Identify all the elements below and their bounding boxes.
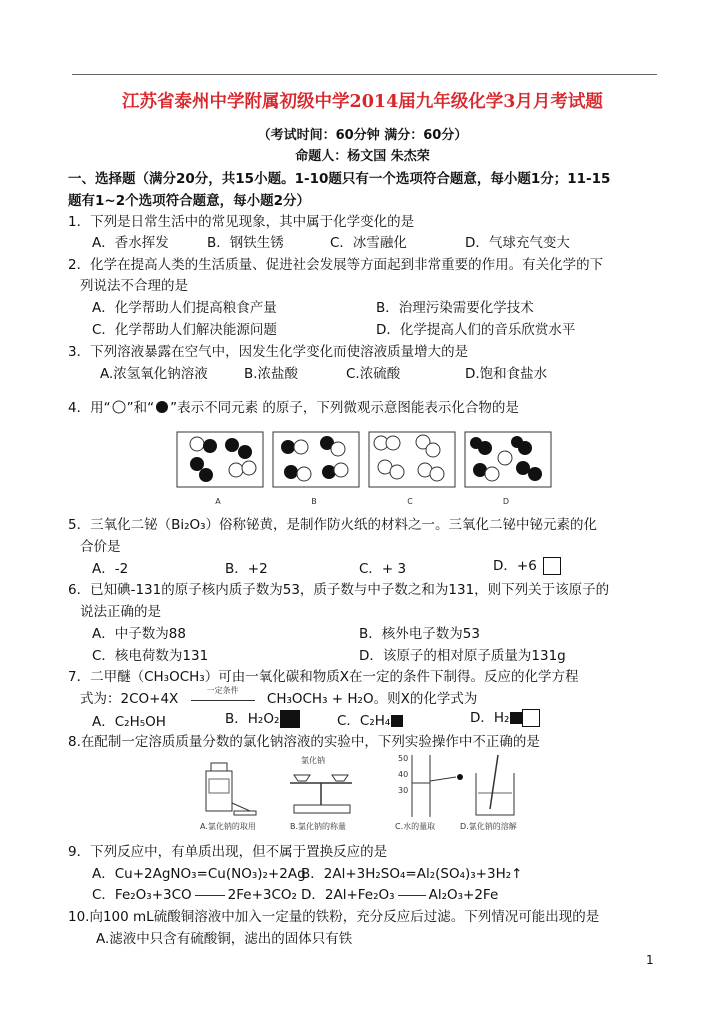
q9-option-d-right: Al₂O₃+2Fe bbox=[428, 887, 499, 903]
redaction-block bbox=[280, 710, 300, 728]
q3-option-d: D.饱和食盐水 bbox=[465, 366, 548, 382]
lab-diagram-c bbox=[395, 754, 463, 831]
lab-caption-b: B.氯化钠的称量 bbox=[290, 822, 347, 831]
q7-option-d-text: D．H₂ bbox=[470, 710, 510, 726]
q3-option-a: A.浓氢氧化钠溶液 bbox=[100, 366, 208, 382]
q7-option-c bbox=[337, 709, 403, 729]
page-title: 江苏省泰州中学附属初级中学2014届九年级化学3月月考试题 bbox=[122, 92, 603, 112]
q7-equation-right: CH₃OCH₃ + H₂O。则X的化学式为 bbox=[266, 691, 478, 707]
q2-option-d: D．化学提高人们的音乐欣赏水平 bbox=[376, 322, 576, 338]
q3-option-c: C.浓硫酸 bbox=[346, 366, 401, 382]
black-atom-icon bbox=[154, 400, 170, 414]
header-rule bbox=[72, 74, 657, 75]
q1-option-d: D．气球充气变大 bbox=[465, 235, 570, 251]
q9-option-c bbox=[92, 883, 297, 903]
q7-option-c-text: C．C₂H₄ bbox=[337, 713, 391, 729]
q5-stem-line1: 5．三氧化二铋（Bi₂O₃）俗称铋黄，是制作防火纸的材料之一。三氧化二铋中铋元素的化 bbox=[68, 517, 598, 533]
q2-stem-line2: 列说法不合理的是 bbox=[80, 278, 188, 294]
q9-stem: 9．下列反应中，有单质出现，但不属于置换反应的是 bbox=[68, 844, 388, 860]
q7-equation-left: 式为：2CO+4X bbox=[80, 691, 179, 707]
lab-operation-diagrams bbox=[198, 753, 538, 833]
q7-option-b bbox=[225, 707, 300, 728]
section-heading-line1: 一、选择题（满分20分，共15小题。1-10题只有一个选项符合题意，每小题1分；11-15 bbox=[68, 171, 611, 187]
exam-authors: 命题人：杨文国 朱杰荣 bbox=[295, 149, 430, 164]
q5-option-b: B．+2 bbox=[225, 561, 268, 577]
scale-50: 50 bbox=[398, 754, 409, 763]
molecule-label-a: A bbox=[215, 497, 221, 506]
q10-option-a: A.滤液中只含有硫酸铜，滤出的固体只有铁 bbox=[96, 931, 353, 947]
q3-option-b: B.浓盐酸 bbox=[244, 366, 299, 382]
lab-caption-d: D.氯化钠的溶解 bbox=[460, 822, 517, 831]
q7-equation bbox=[80, 687, 477, 707]
q2-stem-line1: 2．化学在提高人类的生活质量、促进社会发展等方面起到非常重要的作用。有关化学的下 bbox=[68, 257, 604, 273]
redaction-block bbox=[510, 712, 522, 724]
lab-diagram-b bbox=[290, 755, 352, 831]
q5-option-c: C．+ 3 bbox=[359, 561, 407, 577]
q6-option-b: B．核外电子数为53 bbox=[359, 626, 480, 642]
balance-label: 氯化钠 bbox=[301, 756, 325, 765]
q9-option-c-right: 2Fe+3CO₂ bbox=[227, 887, 297, 903]
molecule-option-a bbox=[177, 432, 263, 506]
scale-30: 30 bbox=[398, 786, 409, 795]
reaction-condition-arrow bbox=[187, 686, 259, 707]
reaction-arrow bbox=[398, 895, 426, 896]
q6-stem-line2: 说法正确的是 bbox=[80, 604, 161, 620]
q9-option-d-left: D．2Al+Fe₂O₃ bbox=[301, 887, 395, 903]
q9-option-a: A．Cu+2AgNO₃=Cu(NO₃)₂+2Ag bbox=[92, 866, 306, 882]
q4-stem-part2: ”和“ bbox=[126, 400, 155, 416]
q4-stem-part3: ”表示不同元素 的原子，下列微观示意图能表示化合物的是 bbox=[170, 400, 519, 416]
molecule-option-b bbox=[273, 432, 359, 506]
scale-40: 40 bbox=[398, 770, 409, 779]
page-number: 1 bbox=[646, 953, 654, 967]
molecule-diagrams bbox=[175, 430, 555, 510]
exam-info: （考试时间：60分钟 满分：60分） bbox=[257, 128, 468, 143]
q6-option-a: A．中子数为88 bbox=[92, 626, 186, 642]
q7-stem-line1: 7．二甲醚（CH₃OCH₃）可由一氧化碳和物质X在一定的条件下制得。反应的化学方程 bbox=[68, 669, 579, 685]
q5-stem-line2: 合价是 bbox=[80, 539, 121, 555]
q1-stem: 1．下列是日常生活中的常见现象，其中属于化学变化的是 bbox=[68, 214, 415, 230]
q7-option-a: A．C₂H₅OH bbox=[92, 714, 166, 730]
reaction-condition: 一定条件 bbox=[206, 686, 239, 695]
lab-diagram-a bbox=[200, 763, 256, 831]
redaction-block bbox=[391, 715, 403, 727]
q6-option-d: D．该原子的相对原子质量为131g bbox=[359, 648, 566, 664]
q2-option-a: A．化学帮助人们提高粮食产量 bbox=[92, 300, 277, 316]
section-heading-line2: 题有1~2个选项符合题意，每小题2分） bbox=[68, 193, 310, 209]
answer-box bbox=[543, 557, 561, 575]
q2-option-b: B．治理污染需要化学技术 bbox=[376, 300, 534, 316]
q1-option-b: B．钢铁生锈 bbox=[207, 235, 284, 251]
q7-option-b-text: B．H₂O₂ bbox=[225, 711, 280, 727]
q2-option-c: C．化学帮助人们解决能源问题 bbox=[92, 322, 277, 338]
q8-stem: 8.在配制一定溶质质量分数的氯化钠溶液的实验中，下列实验操作中不正确的是 bbox=[68, 734, 540, 750]
q6-stem-line1: 6．已知碘-131的原子核内质子数为53，质子数与中子数之和为131，则下列关于该原子的 bbox=[68, 582, 610, 598]
q1-option-c: C．冰雪融化 bbox=[330, 235, 407, 251]
q5-option-a: A．-2 bbox=[92, 561, 129, 577]
lab-diagram-d bbox=[460, 755, 517, 831]
q6-option-c: C．核电荷数为131 bbox=[92, 648, 209, 664]
q3-stem: 3．下列溶液暴露在空气中，因发生化学变化而使溶液质量增大的是 bbox=[68, 344, 469, 360]
molecule-label-b: B bbox=[311, 497, 317, 506]
q4-stem bbox=[68, 396, 519, 416]
q9-option-d bbox=[301, 883, 498, 903]
lab-caption-c: C.水的量取 bbox=[395, 822, 436, 831]
molecule-label-d: D bbox=[502, 497, 510, 506]
reaction-arrow bbox=[195, 895, 225, 896]
q5-option-d bbox=[493, 554, 561, 575]
q10-stem: 10.向100 mL硫酸铜溶液中加入一定量的铁粉，充分反应后过滤。下列情况可能出现的是 bbox=[68, 909, 600, 925]
q1-option-a: A．香水挥发 bbox=[92, 235, 169, 251]
q7-option-d bbox=[470, 706, 540, 727]
q5-option-d-text: D．+6 bbox=[493, 558, 537, 574]
molecule-option-d bbox=[465, 432, 551, 506]
lab-caption-a: A.氯化钠的取用 bbox=[200, 822, 256, 831]
q9-option-b: B．2Al+3H₂SO₄=Al₂(SO₄)₃+3H₂↑ bbox=[301, 866, 523, 882]
q9-option-c-left: C．Fe₂O₃+3CO bbox=[92, 887, 192, 903]
molecule-label-c: C bbox=[407, 497, 413, 506]
white-atom-icon bbox=[111, 400, 127, 414]
q4-stem-part1: 4．用“ bbox=[68, 400, 111, 416]
answer-box bbox=[522, 709, 540, 727]
molecule-option-c bbox=[369, 432, 455, 506]
